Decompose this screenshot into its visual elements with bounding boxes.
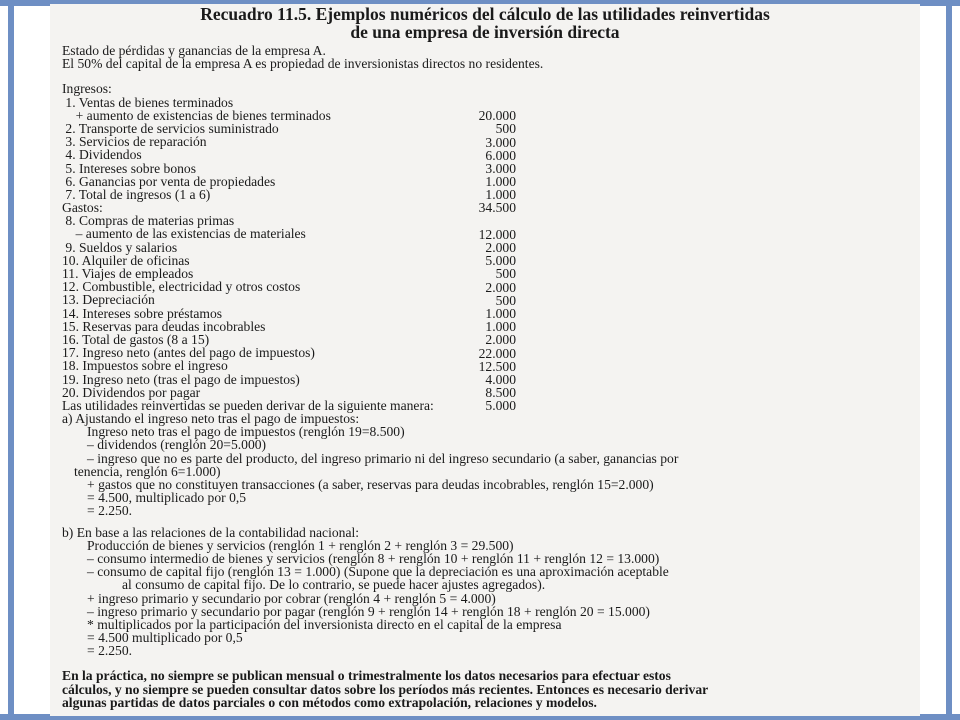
ingreso-value: 500 — [495, 121, 516, 137]
gasto-value: 500 — [495, 266, 516, 282]
gasto-value: 1.000 — [485, 305, 516, 321]
gasto-label: 15. Reservas para deudas incobrables — [62, 318, 266, 334]
section-a-line: – ingreso que no es parte del producto, del ingreso primario ni del ingreso secundario (a saber, ganancias por — [87, 450, 679, 466]
ingreso-value: 1.000 — [485, 174, 516, 190]
gasto-value: 1.000 — [485, 319, 516, 335]
ingreso-value: 20.000 — [478, 108, 516, 124]
ingreso-value: 3.000 — [485, 134, 516, 150]
section-a-line: tenencia, renglón 6=1.000) — [74, 463, 221, 479]
gasto-label: 13. Depreciación — [62, 292, 155, 308]
right-border-line — [946, 0, 952, 720]
gasto-label: 12. Combustible, electricidad y otros costos — [62, 279, 301, 295]
gasto-value: 5.000 — [485, 398, 516, 414]
closing-paragraph — [62, 669, 912, 709]
gasto-value: 12.000 — [478, 226, 516, 242]
gasto-label: 10. Alquiler de oficinas — [62, 252, 190, 268]
ingreso-label: 4. Dividendos — [62, 147, 142, 163]
gasto-value: 22.000 — [478, 345, 516, 361]
title-line-2: de una empresa de inversión directa — [350, 22, 620, 42]
gasto-label: 14. Intereses sobre préstamos — [62, 305, 223, 321]
intro-line: Estado de pérdidas y ganancias de la empresa A. — [62, 43, 326, 58]
gasto-label: 18. Impuestos sobre el ingreso — [62, 358, 228, 374]
gasto-value: 500 — [495, 292, 516, 308]
left-border-line — [8, 0, 14, 720]
gasto-label: 9. Sueldos y salarios — [62, 239, 178, 255]
gasto-value: 12.500 — [478, 358, 516, 374]
closing-line: algunas partidas de datos parciales o con métodos como extrapolación, relaciones y modelos. — [62, 694, 597, 710]
ingreso-label: + aumento de existencias de bienes terminados — [62, 107, 331, 123]
section-b-line: + ingreso primario y secundario por cobrar (renglón 4 + renglón 5 = 4.000) — [87, 590, 496, 606]
gasto-label: 11. Viajes de empleados — [62, 266, 194, 281]
ingreso-value: 3.000 — [485, 160, 516, 176]
gasto-label: 8. Compras de materias primas — [62, 213, 235, 229]
derivation-intro: Las utilidades reinvertidas se pueden derivar de la siguiente manera: — [62, 397, 434, 413]
gasto-value: 2.000 — [485, 240, 516, 256]
section-b-heading: b) En base a las relaciones de la contabilidad nacional: — [62, 524, 360, 540]
title-line-1: Recuadro 11.5. Ejemplos numéricos del cálculo de las utilidades reinvertidas — [200, 4, 770, 24]
document-body — [62, 44, 912, 709]
document-page — [50, 4, 920, 716]
section-b-line: – consumo de capital fijo (renglón 13 = 1.000) (Supone que la depreciación es una aproximación aceptable — [87, 564, 669, 580]
ingresos-heading: Ingresos: — [62, 81, 112, 97]
gasto-value: 2.000 — [485, 332, 516, 348]
section-b-line: al consumo de capital fijo. De lo contrario, se puede hacer ajustes agregados). — [122, 577, 546, 593]
section-a-line: Ingreso neto tras el pago de impuestos (renglón 19=8.500) — [87, 424, 405, 440]
closing-line: En la práctica, no siempre se publican mensual o trimestralmente los datos necesarios para efectuar estos — [62, 668, 671, 684]
document-title — [50, 5, 920, 41]
section-a-line: – dividendos (renglón 20=5.000) — [87, 437, 267, 453]
ingreso-label: 3. Servicios de reparación — [62, 134, 207, 150]
intro-line: El 50% del capital de la empresa A es propiedad de inversionistas directos no residentes. — [62, 56, 544, 72]
section-b-line: * multiplicados por la participación del inversionista directo en el capital de la empresa — [87, 616, 562, 632]
gasto-value: 2.000 — [485, 279, 516, 295]
ingreso-value: 34.500 — [478, 200, 516, 216]
gasto-value: 5.000 — [485, 253, 516, 269]
ingreso-value: 6.000 — [485, 147, 516, 163]
section-a-line: + gastos que no constituyen transacciones (a saber, reservas para deudas incobrables, renglón 15=2.000) — [87, 477, 654, 492]
gasto-label: – aumento de las existencias de materiales — [62, 226, 306, 242]
section-a-lines — [62, 425, 912, 517]
gasto-label: 20. Dividendos por pagar — [62, 384, 201, 400]
gasto-label: 17. Ingreso neto (antes del pago de impuestos) — [62, 345, 315, 361]
section-b-line: Producción de bienes y servicios (renglón 1 + renglón 2 + renglón 3 = 29.500) — [87, 537, 514, 553]
section-b-line: = 2.250. — [87, 643, 133, 659]
ingreso-label: 5. Intereses sobre bonos — [62, 160, 197, 176]
ingreso-label: 7. Total de ingresos (1 a 6) — [62, 186, 211, 202]
ingreso-label: 2. Transporte de servicios suministrado — [62, 120, 279, 136]
section-b-lines — [62, 539, 912, 658]
gastos-heading: Gastos: — [62, 200, 103, 216]
section-b-line: – consumo intermedio de bienes y servicios (renglón 8 + renglón 10 + renglón 11 + renglón 12 = 13.000) — [87, 550, 660, 566]
gasto-label: 16. Total de gastos (8 a 15) — [62, 331, 210, 347]
section-a-line: = 4.500, multiplicado por 0,5 — [87, 490, 247, 506]
section-a-heading: a) Ajustando el ingreso neto tras el pago de impuestos: — [62, 411, 360, 427]
closing-line: cálculos, y no siempre se pueden consultar datos sobre los períodos más recientes. Entonces es necesario derivar — [62, 681, 709, 697]
gasto-value: 4.000 — [485, 371, 516, 387]
section-b-line: – ingreso primario y secundario por pagar (renglón 9 + renglón 14 + renglón 18 + renglón 20 = 15.000) — [87, 603, 650, 619]
section-a-line: = 2.250. — [87, 503, 133, 519]
ingreso-value: 1.000 — [485, 187, 516, 203]
gasto-label: 19. Ingreso neto (tras el pago de impuestos) — [62, 371, 300, 387]
gasto-value: 8.500 — [485, 385, 516, 401]
section-b-line: = 4.500 multiplicado por 0,5 — [87, 630, 243, 646]
ingreso-label: 1. Ventas de bienes terminados — [62, 94, 234, 110]
ingreso-label: 6. Ganancias por venta de propiedades — [62, 173, 276, 189]
